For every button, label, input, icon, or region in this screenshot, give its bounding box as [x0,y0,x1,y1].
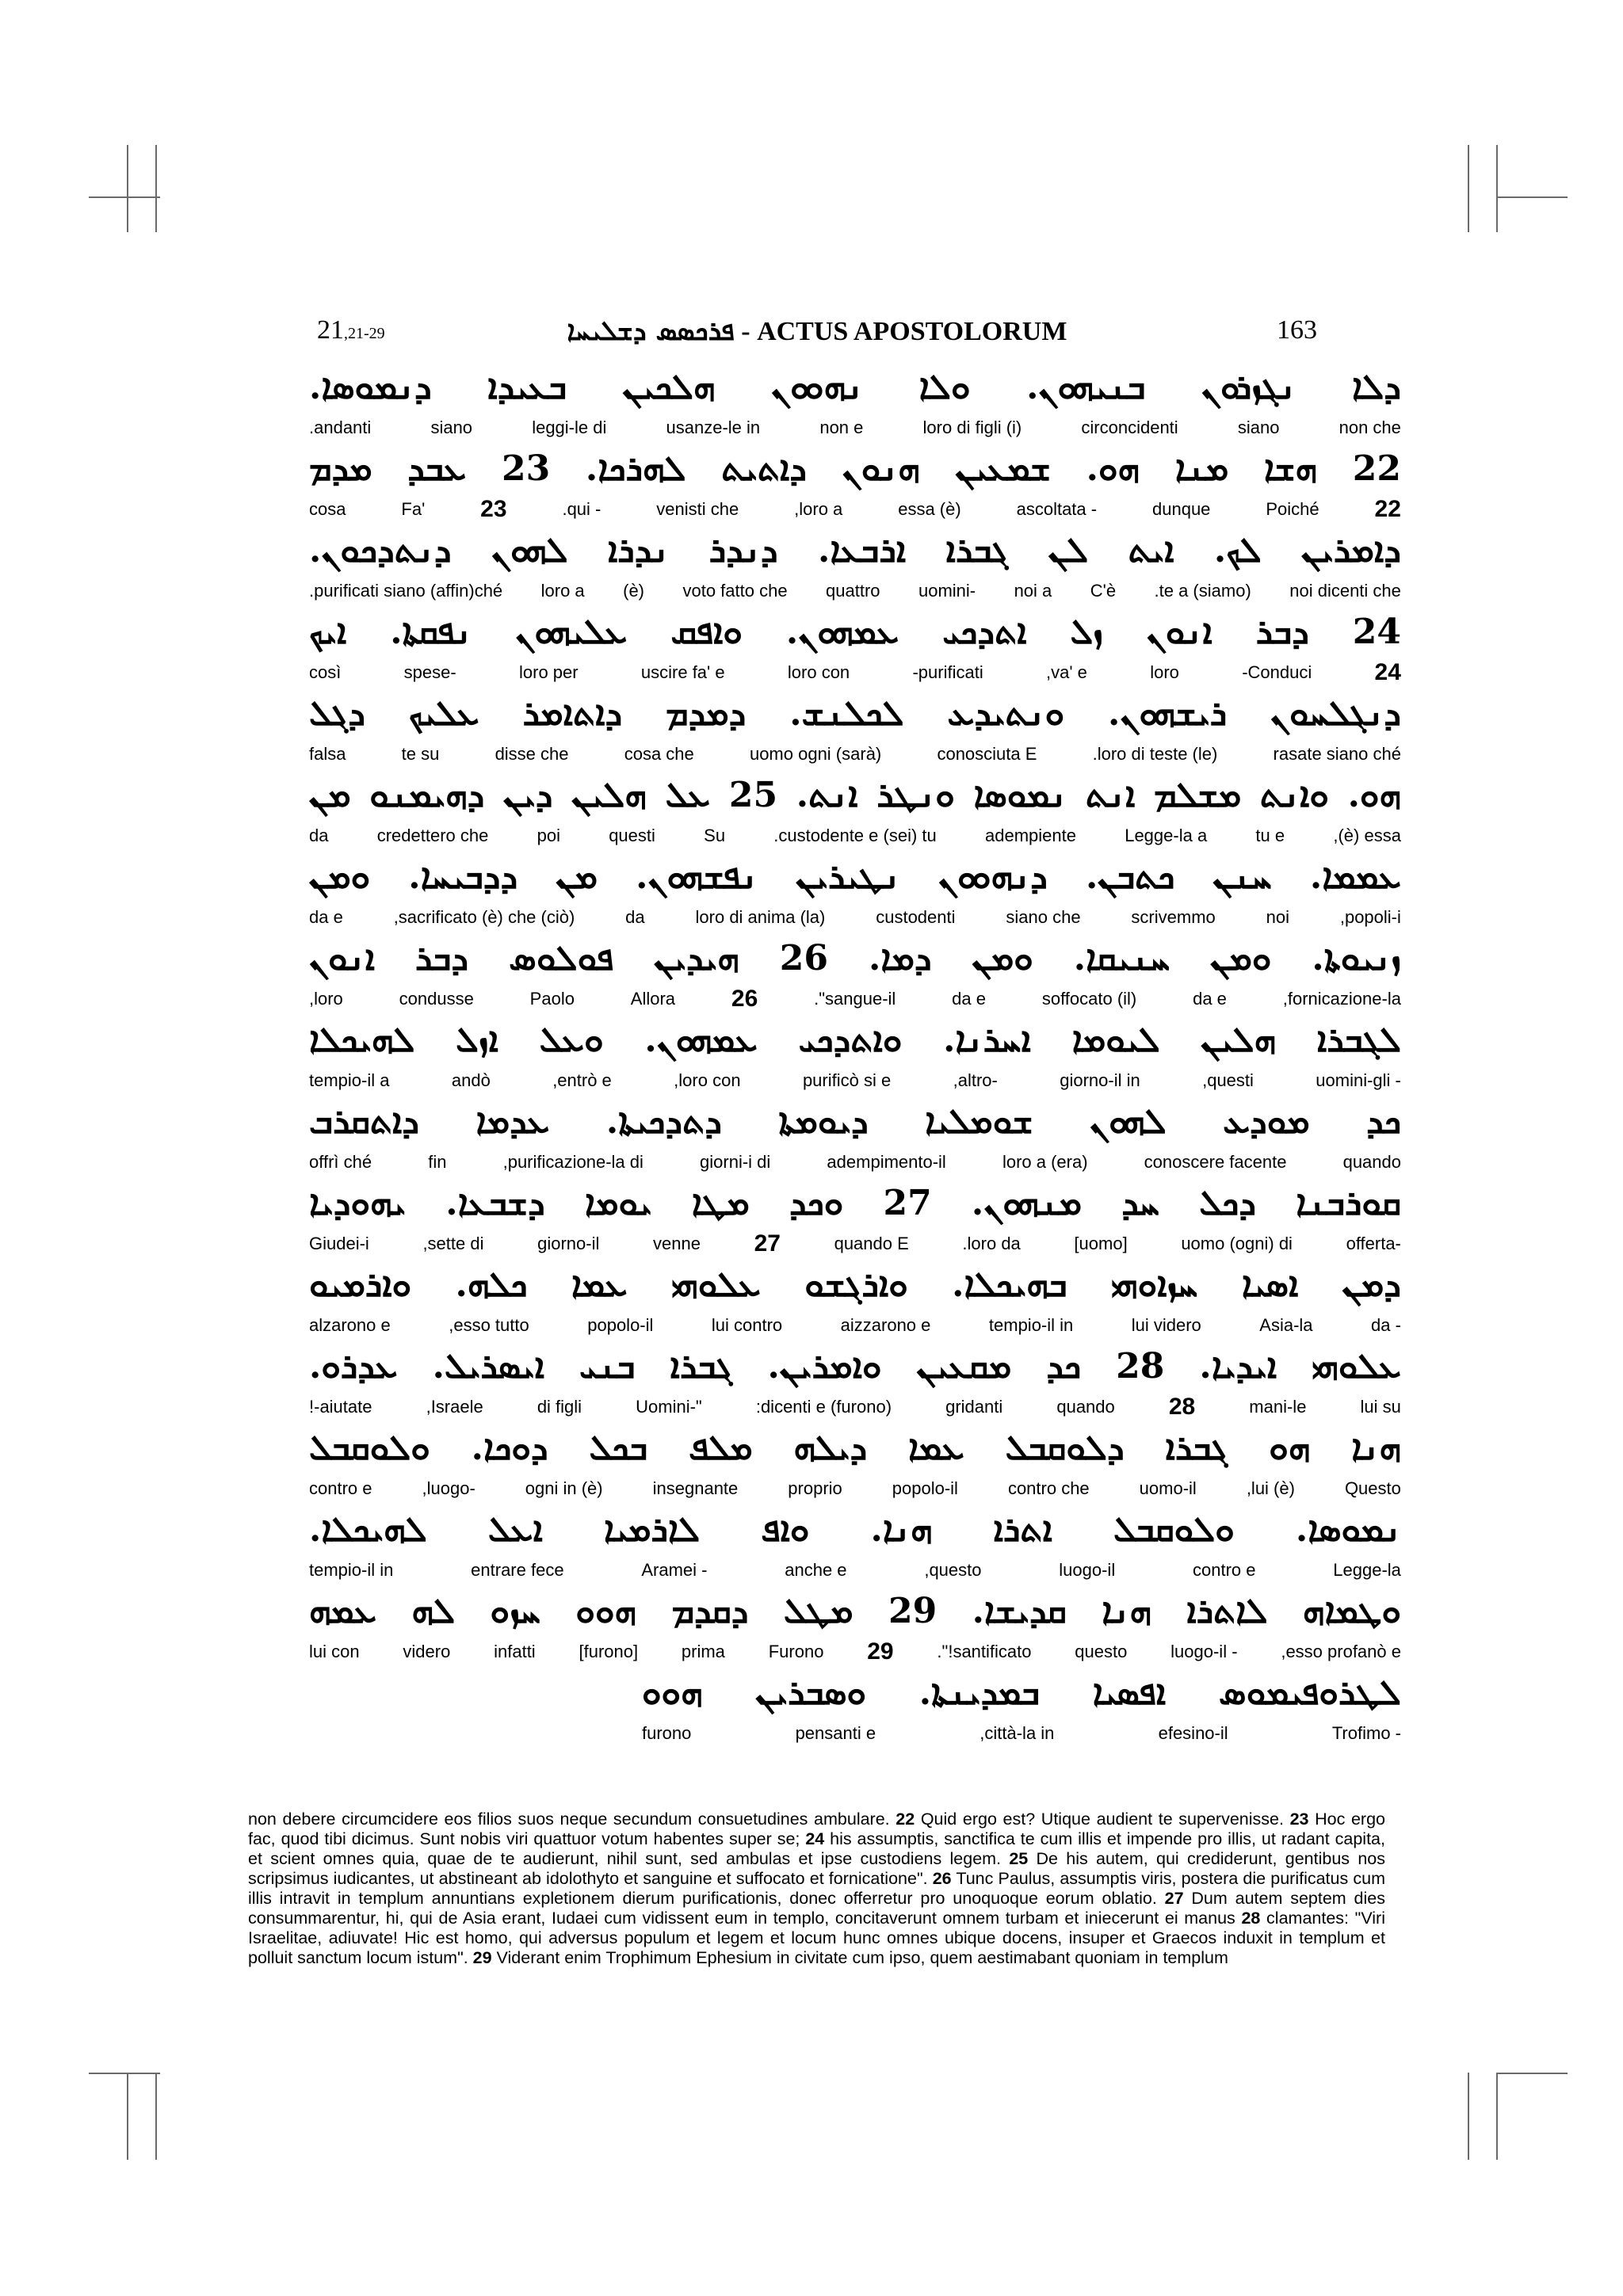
gloss-word: loro a (era) [1002,1152,1088,1172]
crop-mark [1468,2073,1469,2160]
gloss-word: disse che [495,744,569,764]
gloss-word: questi [609,826,655,845]
gloss-word: .loro da [962,1234,1021,1253]
gloss-word: .loro di teste (le) [1092,744,1218,764]
verse-number: 22 [896,1810,915,1829]
gloss-line [309,1314,1401,1337]
crop-mark [1468,145,1469,232]
gloss-word: noi [1266,907,1289,927]
gloss-word: [furono] [579,1642,639,1661]
crop-mark [1496,196,1568,198]
gloss-word: Legge-la a [1125,826,1208,845]
gloss-word: .custodente e (sei) tu [773,826,937,845]
gloss-word: ,altro- [953,1070,998,1090]
crop-mark [155,145,157,232]
gloss-word: ,città-la in [980,1723,1055,1743]
syriac-line: 22 ܗܫܐ ܡܢܐ ܗܘ. ܫܡܥܝܢ ܗܢܘܢ ܕܐܬܝܬ ܠܗܪܟܐ. 23 ܥܒܕ ܡܕܡ [309,448,1401,489]
gloss-word: andò [451,1070,491,1090]
gloss-word: credettero che [376,826,489,845]
gloss-word: ,lui (è) [1246,1478,1295,1498]
chapter-reference: 21,21-29 [317,315,385,345]
gloss-line [309,742,1401,766]
gloss-word: proprio [788,1478,842,1498]
gloss-word: -Conduci [1242,662,1312,682]
gloss-word: ,entrò e [552,1070,612,1090]
syriac-line: ܗܘ. ܘܐܢܬ ܡܫܠܡ ܐܢܬ ܢܡܘܣܐ ܘܢܛܪ ܐܢܬ. 25 ܥܠ ܗܠܝܢ ܕܝܢ ܕܗܝܡܢܘ ܡܢ [309,775,1401,815]
interlinear-row [309,1261,1401,1342]
gloss-word: tempio-il a [309,1070,390,1090]
latin-text: Quid ergo est? Utique audient te supervenisse. [915,1810,1290,1829]
title-syriac: ܦܪܟܣܣ ܕܫܠܝܚܐ [567,315,735,347]
gloss-word: siano [1237,418,1280,437]
gloss-word: prima [681,1642,725,1661]
gloss-word: ,va' e [1046,662,1087,682]
gloss-word: Trofimo - [1331,1723,1401,1743]
interlinear-row [309,1179,1401,1261]
gloss-word: pensanti e [795,1723,876,1743]
gloss-word: ,esso profanò e [1281,1642,1401,1661]
gloss-line [309,824,1401,848]
gloss-word: venisti che [656,499,739,519]
gloss-word: ."!santificato [937,1642,1032,1661]
crop-mark [1496,145,1498,232]
syriac-line: ܙܢܝܘܬܐ. ܘܡܢ ܚܢܝܩܐ. ܘܡܢ ܕܡܐ. 26 ܗܝܕܝܢ ܦܘܠܘܣ ܕܒܪ ܐܢܘܢ [309,938,1401,978]
gloss-word: lui con [309,1642,360,1661]
page-title [460,315,1174,347]
gloss-word: tempio-il in [309,1560,394,1580]
verse-number: 23 [1289,1810,1309,1829]
gloss-word: lui su [1360,1397,1401,1417]
gloss-word: uomo (ogni) di [1181,1234,1293,1253]
gloss-word: loro a [540,581,585,601]
gloss-word: di figli [537,1397,582,1417]
crop-mark [127,145,128,232]
gloss-word: Su [704,826,726,845]
gloss-word: spese- [403,662,456,682]
gloss-word: [uomo] [1074,1234,1128,1253]
gloss-word: falsa [309,744,346,764]
interlinear-row [309,1505,1401,1587]
gloss-word: condusse [399,989,474,1009]
gloss-word: loro [1150,662,1179,682]
gloss-word: purificò si e [802,1070,892,1090]
latin-text: Hoc ergo fac, quod tibi dicimus. Sunt nobis viri quattuor votum habentes super se; [248,1810,1386,1848]
gloss-line [309,1232,1401,1256]
gloss-word: alzarono e [309,1315,391,1335]
gloss-word: ,purificazione-la di [502,1152,643,1172]
crop-mark [89,2073,160,2074]
gloss-word: contro e [309,1478,372,1498]
gloss-word: Poiché [1266,499,1319,519]
gloss-word: non che [1338,418,1401,437]
interlinear-row [309,1097,1401,1179]
gloss-word: .qui - [562,499,601,519]
gloss-line [309,1477,1401,1501]
gloss-line [309,906,1401,929]
syriac-line: ܘܛܡܐܗ ܠܐܬܪܐ ܗܢܐ ܩܕܝܫܐ. 29 ܡܛܠ ܕܩܕܡ ܗܘܘ ܚܙܘ ܠܗ ܥܡܗ [309,1591,1401,1631]
syriac-line: ܠܛܪܘܦܝܡܘܣ ܐܦܣܝܐ ܒܡܕܝܢܬܐ. ܘܣܒܪܝܢ ܗܘܘ [642,1672,1401,1713]
gloss-line [642,1722,1401,1745]
gloss-line [309,1640,1401,1664]
crop-mark [127,2073,128,2160]
interlinear-row [309,1016,1401,1097]
interlinear-row [309,526,1401,608]
gloss-line [309,661,1401,685]
gloss-word: quattro [826,581,880,601]
gloss-word: quando [1056,1397,1115,1417]
gloss-word: da [309,826,329,845]
gloss-word: loro per [519,662,579,682]
syriac-line: ܕܐܡܪܝܢ ܠܟ. ܐܝܬ ܠܢ ܓܒܪܐ ܐܪܒܥܐ. ܕܢܕܪ ܢܕܪܐ ܠܗܘܢ ܕܢܬܕܟܘܢ. [309,530,1401,570]
gloss-word: Asia-la [1259,1315,1313,1335]
gloss-word: Uomini-" [636,1397,702,1417]
gloss-word: contro e [1193,1560,1256,1580]
verse-number: 26 [932,1869,952,1888]
interlinear-row [309,934,1401,1016]
gloss-word: essa (è) [898,499,961,519]
gloss-word: videro [403,1642,451,1661]
syriac-line: ܕܠܐ ܢܓܙܪܘܢ ܒܢܝܗܘܢ. ܘܠܐ ܢܗܘܘܢ ܗܠܟܝܢ ܒܥܝܕܐ ܕܢܡܘܣܐ. [309,367,1401,407]
gloss-word: loro di anima (la) [695,907,826,927]
gloss-word: insegnante [652,1478,739,1498]
gloss-word: ,(è) essa [1333,826,1401,845]
gloss-word: cosa [309,499,346,519]
syriac-line: 24 ܕܒܪ ܐܢܘܢ ܙܠ ܐܬܕܟܝ ܥܡܗܘܢ. ܘܐܦܩ ܥܠܝܗܘܢ ܢܦܩܬܐ. ܐܝܟ [309,612,1401,652]
interlinear-row [309,1342,1401,1424]
gloss-word: questo [1075,1642,1128,1661]
interlinear-row [309,1587,1401,1669]
gloss-line [309,987,1401,1011]
gloss-word: Paolo [529,989,575,1009]
gloss-word: .andanti [309,418,372,437]
latin-text: clamantes: "Viri Israelitae, adiuvate! Hic est homo, qui adversus populum et legem et locum hunc omnes ubique docens, insuper et Graecos induxit in templum et polluit sanctum locum istum". [248,1909,1385,1967]
syriac-line: ܢܡܘܣܐ. ܘܠܘܩܒܠ ܐܬܪܐ ܗܢܐ. ܘܐܦ ܠܐܪܡܝܐ ܐܥܠ ܠܗܝܟܠܐ. [309,1509,1401,1550]
latin-text: non debere circumcidere eos filios suos neque secundum consuetudines ambulare. [248,1810,896,1829]
gloss-word: popolo-il [892,1478,958,1498]
gloss-line [309,1558,1401,1582]
title-separator: - [734,317,758,346]
gloss-word: circoncidenti [1081,418,1178,437]
gloss-word: da - [1371,1315,1401,1335]
gloss-word: custodenti [876,907,956,927]
crop-mark [155,2073,157,2160]
gloss-word: ascoltata - [1016,499,1098,519]
gloss-line [309,1150,1401,1174]
gloss-word: giorno-il in [1060,1070,1140,1090]
gloss-word: giorni-i di [700,1152,771,1172]
gloss-word: siano [430,418,473,437]
gloss-word: ,loro [309,989,343,1009]
gloss-word: adempimento-il [827,1152,946,1172]
gloss-word: ogni in (è) [525,1478,603,1498]
verse-number: 25 [1009,1849,1029,1868]
gloss-word: noi a [1014,581,1052,601]
gloss-line [309,1069,1401,1093]
gloss-word: tu e [1255,826,1285,845]
gloss-word: offrì ché [309,1152,372,1172]
gloss-word: noi dicenti che [1289,581,1401,601]
gloss-word: furono [642,1723,692,1743]
gloss-word: mani-le [1249,1397,1307,1417]
gloss-word: gridanti [945,1397,1003,1417]
gloss-word: da [625,907,645,927]
latin-text: Dum autem septem dies consummarentur, hi, qui de Asia erant, Iudaei cum vidissent eum in templo, concitaverunt omnem turbam et iniecerunt ei manus [248,1889,1385,1928]
gloss-word: così [309,662,342,682]
gloss-word: ,esso tutto [449,1315,529,1335]
syriac-line: ܕܢܓܠܚܘܢ ܪܝܫܗܘܢ. ܘܢܬܝܕܥ ܠܟܠܢܫ. ܕܡܕܡ ܕܐܬܐܡܪ ܥܠܝܟ ܕܓܠ [309,693,1401,734]
gloss-word: conoscere facente [1144,1152,1287,1172]
gloss-word: popolo-il [587,1315,654,1335]
syriac-line: ܥܡܡܐ. ܚܢܢ ܟܬܒܢ. ܕܢܗܘܘܢ ܢܛܝܪܝܢ ܢܦܫܗܘܢ. ܡܢ ܕܕܒܝܚܐ. ܘܡܢ [309,856,1401,897]
gloss-word: luogo-il - [1170,1642,1238,1661]
gloss-word: dunque [1152,499,1211,519]
latin-text: Tunc Paulus, assumptis viris, postera die purificatus cum illis intravit in templum annuntians expletionem dierum purificationis, donec offerretur pro unoquoque eorum oblatio. [248,1869,1385,1908]
latin-text: his assumptis, sanctifica te cum illis et impende pro illis, ut radant capita, et scient omnes quia, quae de te audierunt, nihil sunt, sed ambulas et ipse custodiens legem. [248,1829,1385,1868]
gloss-word: uomo-il [1139,1478,1197,1498]
interlinear-row [309,444,1401,526]
syriac-line: ܥܠܘܗܝ ܐܝܕܝܐ. 28 ܟܕ ܡܩܥܝܢ ܘܐܡܪܝܢ. ܓܒܪܐ ܒܢܝ ܐܝܣܪܝܠ. ܥܕܪܘ. [309,1346,1401,1386]
gloss-word: ,questi [1202,1070,1254,1090]
gloss-word: ,sette di [422,1234,484,1253]
gloss-word: Aramei - [641,1560,708,1580]
gloss-word: poi [537,826,560,845]
gloss-word: ,loro a [794,499,843,519]
gloss-word: contro che [1007,1478,1090,1498]
page-number: 163 [1277,315,1317,345]
gloss-word: -purificati [912,662,983,682]
gloss-word: uomo ogni (sarà) [749,744,882,764]
gloss-line [309,1395,1401,1419]
gloss-word: fin [428,1152,447,1172]
verse-number: 26 [731,986,758,1012]
gloss-word: :dicenti e (furono) [755,1397,892,1417]
gloss-word: luogo-il [1059,1560,1116,1580]
interlinear-row [309,852,1401,934]
gloss-word: infatti [494,1642,536,1661]
gloss-word: da e [1193,989,1227,1009]
gloss-word: da e [952,989,986,1009]
gloss-word: soffocato (il) [1041,989,1137,1009]
syriac-line: ܩܘܪܒܢܐ ܕܟܠ ܚܕ ܡܢܗܘܢ. 27 ܘܟܕ ܡܛܐ ܝܘܡܐ ܕܫܒܥܐ. ܝܗܘܕܝܐ [309,1183,1401,1223]
gloss-word: ,loro con [674,1070,741,1090]
gloss-word: adempiente [984,826,1076,845]
gloss-word: leggi-le di [532,418,607,437]
gloss-word: cosa che [624,744,694,764]
gloss-word: efesino-il [1158,1723,1228,1743]
verse-number: 29 [472,1948,492,1967]
verse-number: 24 [805,1829,825,1848]
crop-mark [1496,2073,1568,2074]
gloss-word: entrare fece [471,1560,564,1580]
gloss-word: ,popoli-i [1339,907,1401,927]
gloss-word: te su [401,744,440,764]
interlinear-row [309,363,1401,444]
verse-number: 23 [480,496,507,522]
interlinear-row [309,608,1401,689]
gloss-word: Furono [768,1642,824,1661]
interlinear-row [309,689,1401,771]
gloss-word: C'è [1090,581,1117,601]
gloss-word: (è) [623,581,645,601]
gloss-word: .purificati siano (affin)ché [309,581,503,601]
interlinear-row [309,1669,1401,1750]
gloss-word: quando E [834,1234,909,1253]
gloss-word: lui videro [1131,1315,1201,1335]
gloss-word: .te a (siamo) [1154,581,1251,601]
gloss-word: loro di figli (i) [922,418,1022,437]
gloss-word: !-aiutate [309,1397,372,1417]
gloss-word: uomini-gli - [1316,1070,1401,1090]
syriac-line: ܕܡܢ ܐܣܝܐ ܚܙܐܘܗܝ ܒܗܝܟܠܐ. ܘܐܪܓܫܘ ܥܠܘܗܝ ܥܡܐ ܟܠܗ. ܘܐܪܡܝܘ [309,1264,1401,1305]
crop-mark [1496,2073,1498,2160]
gloss-word: ,questo [924,1560,982,1580]
gloss-word: ,sacrificato (è) che (ciò) [393,907,575,927]
gloss-word: usanze-le in [666,418,761,437]
interlinear-row [309,1424,1401,1505]
gloss-word: loro con [787,662,850,682]
gloss-word: Questo [1344,1478,1401,1498]
gloss-word: tempio-il in [988,1315,1074,1335]
verse-number: 28 [1241,1909,1261,1928]
gloss-word: anche e [785,1560,847,1580]
gloss-word: Allora [630,989,676,1009]
gloss-word: giorno-il [537,1234,600,1253]
verse-number: 24 [1374,659,1401,685]
gloss-word: ."sangue-il [814,989,896,1009]
latin-text: De his autem, qui crediderunt, gentibus nos scripsimus iudicantes, ut abstineant ab idolothyto et sanguine et suffocato et fornicatione". [248,1849,1385,1888]
gloss-line [309,416,1401,440]
syriac-line: ܟܕ ܡܘܕܥ ܠܗܘܢ ܫܘܡܠܝܐ ܕܝܘܡܬܐ ܕܬܕܟܝܬܐ. ܥܕܡܐ ܕܐܬܩܪܒ [309,1101,1401,1142]
gloss-word: ,Israele [426,1397,483,1417]
crop-mark [89,196,160,198]
syriac-line: ܠܓܒܪܐ ܗܠܝܢ ܠܝܘܡܐ ܐܚܪܢܐ. ܘܐܬܕܟܝ ܥܡܗܘܢ. ܘܥܠ ܐܙܠ ܠܗܝܟܠܐ [309,1020,1401,1060]
interlinear-text [309,363,1401,1750]
gloss-word: offerta- [1346,1234,1401,1253]
verse-number: 22 [1374,496,1401,522]
latin-translation [248,1810,1385,1968]
gloss-word: Legge-la [1333,1560,1401,1580]
latin-text: Viderant enim Trophimum Ephesium in civitate cum ipso, quem aestimabant quoniam in templum [491,1948,1228,1967]
interlinear-row [309,771,1401,852]
gloss-line [309,579,1401,603]
title-latin: ACTUS APOSTOLORUM [757,317,1067,346]
gloss-word: siano che [1006,907,1081,927]
gloss-line [309,498,1401,521]
gloss-word: quando [1342,1152,1401,1172]
gloss-word: ,fornicazione-la [1282,989,1401,1009]
gloss-word: Giudei-i [309,1234,369,1253]
verse-number: 27 [754,1230,781,1257]
gloss-word: Fa' [401,499,426,519]
gloss-word: scrivemmo [1131,907,1216,927]
gloss-word: aizzarono e [840,1315,931,1335]
gloss-word: conosciuta E [937,744,1037,764]
verse-number: 29 [867,1638,894,1665]
gloss-word: uscire fa' e [640,662,725,682]
gloss-word: venne [653,1234,701,1253]
gloss-word: rasate siano ché [1273,744,1401,764]
verse-number: 27 [1164,1889,1184,1908]
gloss-word: uomini- [918,581,976,601]
gloss-word: voto fatto che [682,581,788,601]
page-header [317,315,1317,355]
syriac-line: ܗܢܐ ܗܘ ܓܒܪܐ ܕܠܘܩܒܠ ܥܡܐ ܕܝܠܗ ܡܠܦ ܒܟܠ ܕܘܟܐ. ܘܠܘܩܒܠ [309,1428,1401,1468]
gloss-word: lui contro [711,1315,783,1335]
verse-number: 28 [1168,1394,1196,1420]
gloss-word: non e [819,418,864,437]
gloss-word: da e [309,907,343,927]
gloss-word: ,luogo- [422,1478,475,1498]
